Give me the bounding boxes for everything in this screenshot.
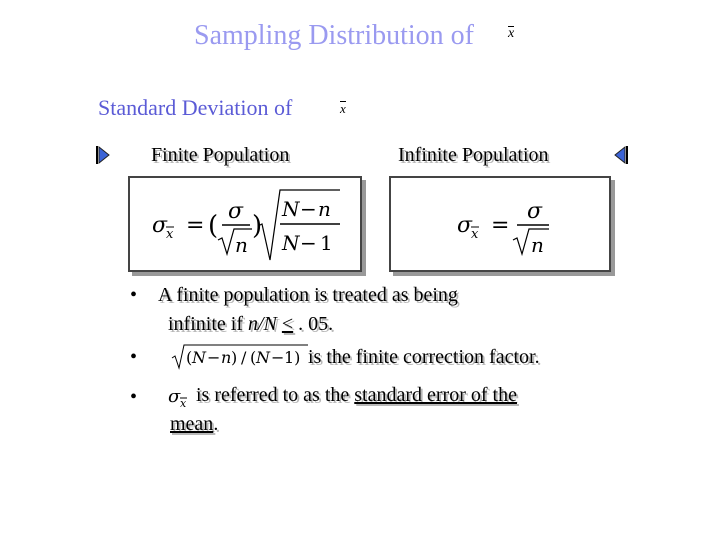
bullet-2-dot: •: [130, 346, 138, 368]
sigma-x-bar-symbol: [168, 384, 196, 410]
bullet-3-dot: •: [130, 386, 138, 408]
svg-text:(: (: [250, 348, 257, 367]
slide-title: Sampling Distribution of: [194, 20, 474, 51]
svg-text:=: =: [491, 213, 510, 238]
svg-text:σ: σ: [457, 213, 473, 238]
play-right-icon[interactable]: [614, 146, 628, 164]
svg-text:x: x: [180, 397, 187, 410]
svg-text:N: N: [256, 348, 270, 367]
correction-factor-formula: [170, 342, 310, 370]
standard-error-link: standard error of the: [354, 384, 517, 406]
infinite-formula: [391, 178, 609, 270]
svg-text:σ: σ: [527, 199, 543, 224]
infinite-population-heading: Infinite Population: [398, 144, 549, 166]
bullet-1-line-1: A finite population is treated as being: [158, 284, 458, 306]
svg-text:σ: σ: [168, 386, 181, 407]
subtitle-x-bar-symbol: x: [340, 101, 346, 116]
svg-text:σ: σ: [152, 213, 168, 238]
svg-text:−: −: [300, 197, 317, 221]
svg-text:1: 1: [320, 231, 333, 255]
svg-text:x: x: [471, 227, 479, 242]
play-left-icon[interactable]: [96, 146, 110, 164]
svg-text:−: −: [271, 348, 285, 367]
svg-text:−: −: [207, 348, 221, 367]
svg-text:(: (: [208, 211, 219, 241]
svg-text:N: N: [282, 231, 300, 255]
svg-text:N: N: [192, 348, 206, 367]
svg-text:1): 1): [284, 348, 301, 367]
bullet-1-dot: •: [130, 284, 138, 306]
svg-text:=: =: [186, 213, 205, 238]
svg-text:n: n: [221, 348, 232, 367]
svg-text:): ): [252, 211, 263, 241]
finite-formula: [130, 178, 360, 270]
svg-text:−: −: [300, 231, 317, 255]
title-x-bar-symbol: x: [508, 26, 515, 41]
svg-text:n: n: [531, 233, 544, 257]
svg-text:N: N: [282, 197, 300, 221]
svg-text:x: x: [166, 227, 174, 242]
bullet-3-line-2: mean.: [170, 413, 219, 435]
bullet-3-line-1: is referred to as the standard error of the: [196, 384, 517, 406]
svg-text:σ: σ: [228, 199, 244, 224]
less-equal-symbol: <: [281, 313, 294, 335]
finite-population-heading: Finite Population: [151, 144, 290, 166]
svg-text:(: (: [186, 348, 193, 367]
svg-text:n: n: [235, 233, 248, 257]
finite-formula-box: [128, 176, 362, 272]
slide-subtitle: Standard Deviation of: [98, 95, 293, 120]
svg-text:): ): [231, 348, 238, 367]
svg-text:n: n: [318, 197, 331, 221]
bullet-1-line-2: infinite if n/N < . 05.: [168, 313, 334, 335]
bullet-2-text: is the finite correction factor.: [308, 346, 540, 368]
infinite-formula-box: [389, 176, 611, 272]
svg-text:/: /: [241, 348, 247, 367]
